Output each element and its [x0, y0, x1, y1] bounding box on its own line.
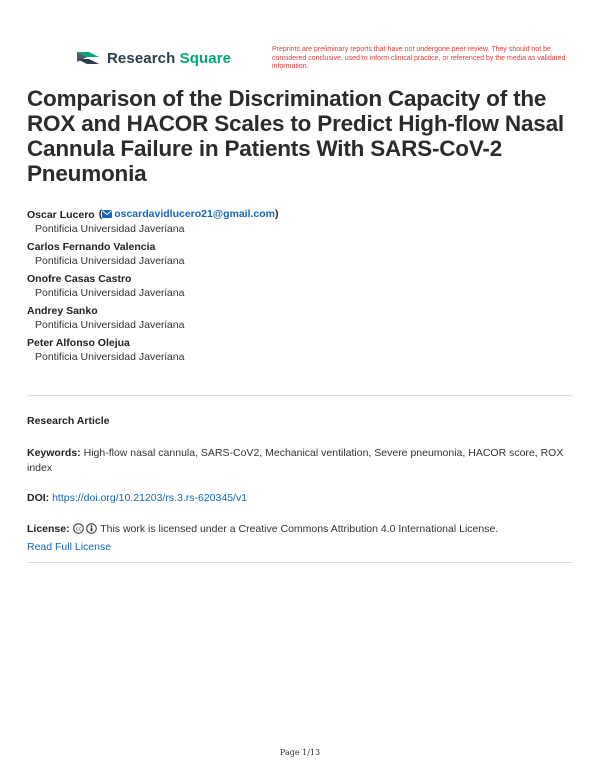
author-name: Carlos Fernando Valencia [27, 241, 156, 253]
keywords-label: Keywords: [27, 447, 81, 459]
author-list [27, 207, 567, 368]
preprint-disclaimer: Preprints are preliminary reports that have not undergone peer review. They should not be considered conclusive, used to inform clinical practice, or referenced by the media as validated information. [272, 46, 566, 70]
logo-text [107, 50, 231, 67]
author-name: Oscar Lucero [27, 208, 95, 221]
logo-word-research: Research [107, 49, 176, 67]
keywords [27, 446, 567, 476]
article-type: Research Article [27, 415, 110, 427]
author-affiliation: Pontificia Universidad Javeriana [35, 351, 185, 363]
author-email-link[interactable]: oscardavidlucero21@gmail.com [114, 208, 276, 220]
creative-commons-icon [73, 523, 84, 539]
svg-text:cc: cc [75, 526, 81, 533]
author-item [27, 304, 567, 332]
author-email-wrapper: ( oscardavidlucero21@gmail.com) [98, 208, 279, 220]
attribution-icon [86, 523, 97, 539]
author-name: Onofre Casas Castro [27, 273, 132, 285]
author-name: Peter Alfonso Olejua [27, 337, 130, 349]
logo-word-square: Square [179, 49, 232, 67]
license [27, 521, 573, 555]
section-divider [27, 562, 573, 563]
doi-label: DOI: [27, 492, 50, 504]
author-name: Andrey Sanko [27, 305, 98, 317]
license-label: License: [27, 523, 70, 535]
author-item [27, 240, 567, 268]
research-square-logo-icon [75, 48, 101, 68]
doi [27, 492, 247, 504]
author-item [27, 207, 567, 236]
author-item [27, 272, 567, 300]
author-affiliation: Pontificia Universidad Javeriana [35, 319, 185, 331]
license-text: This work is licensed under a Creative Commons Attribution 4.0 International License. [100, 523, 499, 535]
author-affiliation: Pontificia Universidad Javeriana [35, 255, 185, 267]
doi-link[interactable]: https://doi.org/10.21203/rs.3.rs-620345/v1 [52, 492, 248, 504]
research-square-logo[interactable] [75, 48, 231, 68]
keywords-text: High-flow nasal cannula, SARS-CoV2, Mechanical ventilation, Severe pneumonia, HACOR score, ROX index [27, 447, 564, 474]
read-full-license-link[interactable]: Read Full License [27, 541, 112, 553]
section-divider [27, 395, 573, 396]
paper-title: Comparison of the Discrimination Capacity of the ROX and HACOR Scales to Predict High-flow Nasal Cannula Failure in Patients With SARS-CoV-2 Pneumonia [27, 86, 564, 186]
envelope-icon [102, 208, 112, 222]
author-item [27, 336, 567, 364]
author-affiliation: Pontificia Universidad Javeriana [35, 287, 185, 299]
author-affiliation: Pontificia Universidad Javeriana [35, 223, 185, 235]
page-number: Page 1/13 [279, 748, 321, 757]
